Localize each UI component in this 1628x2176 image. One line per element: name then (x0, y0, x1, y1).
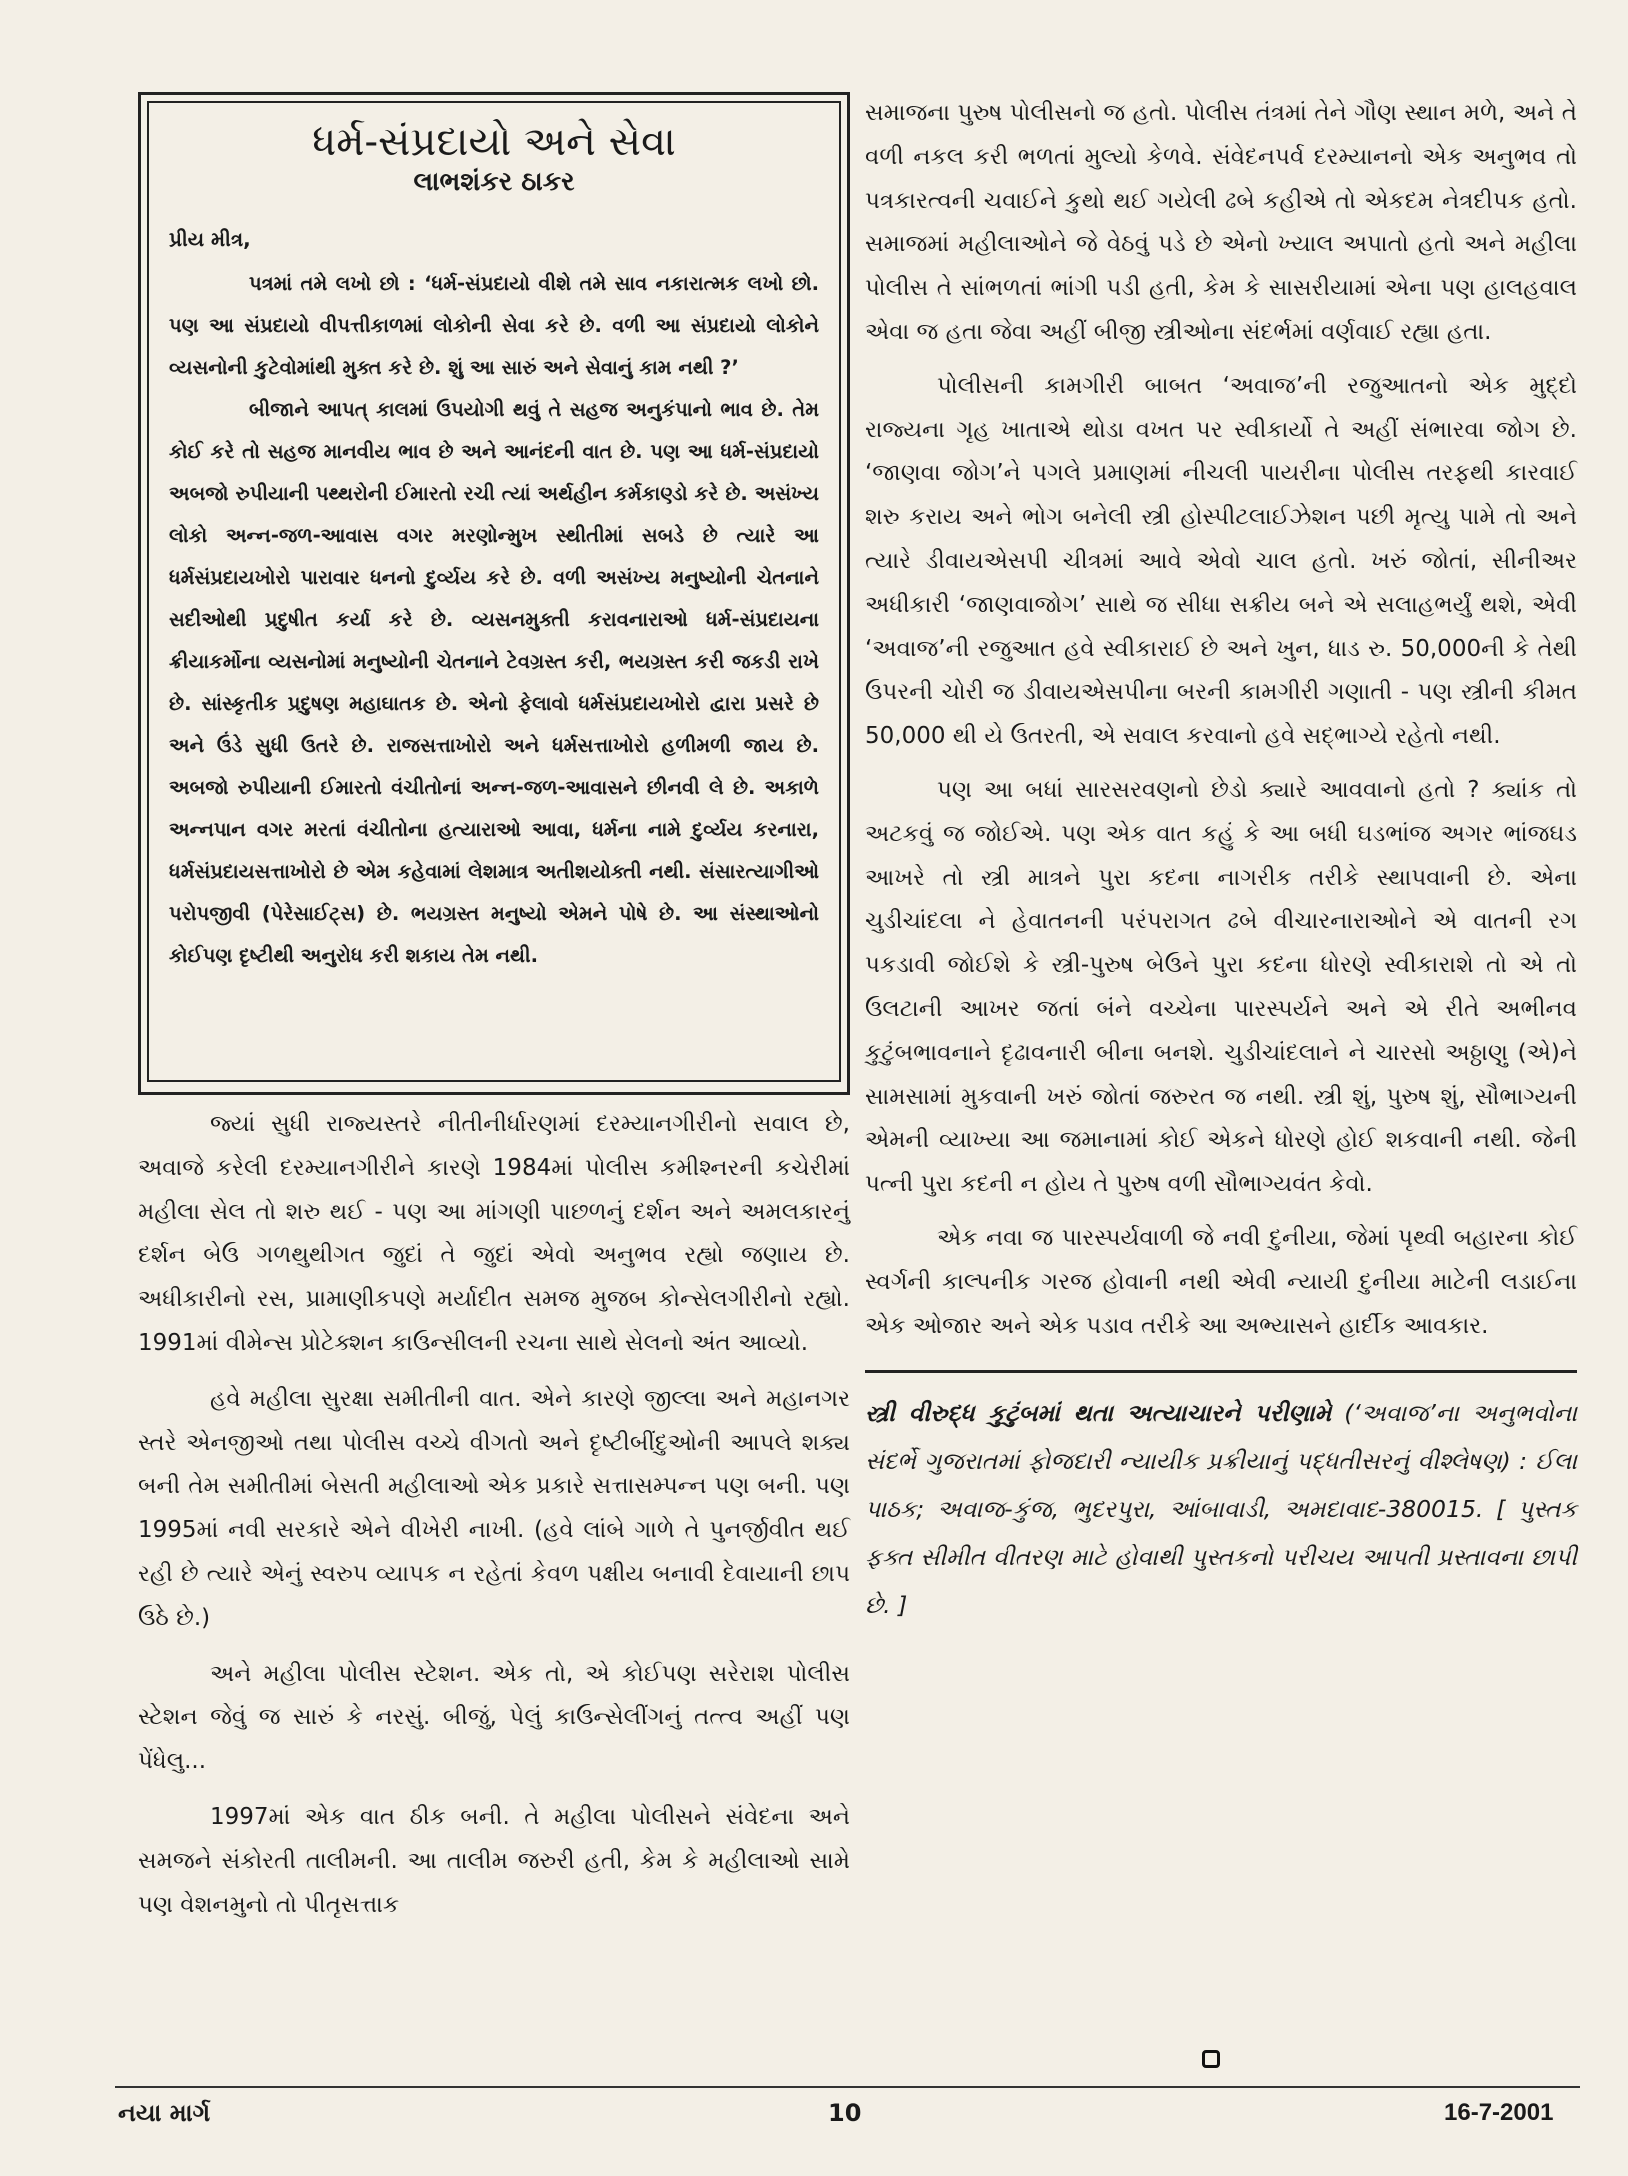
publication-name: નયા માર્ગ (118, 2099, 211, 2127)
section-divider (865, 1370, 1577, 1373)
letter-paragraph: બીજાને આપત્ કાલમાં ઉપયોગી થવું તે સહજ અનુકંપાનો ભાવ છે. તેમ કોઈ કરે તો સહજ માનવીય ભાવ છે અને આનંદની વાત છે. પણ આ ધર્મ-સંપ્રદાયો અબજો રુપીયાની પથ્થરોની ઈમારતો રચી ત્યાં અર્થહીન કર્મકાણ્ડો કરે છે. અસંખ્ય લોકો અન્ન-જળ-આવાસ વગર મરણોન્મુખ સ્થીતીમાં સબડે છે ત્યારે આ ધર્મસંપ્રદાયખોરો પારાવાર ધનનો દુર્વ્યય કરે છે. વળી અસંખ્ય મનુષ્યોની ચેતનાને સદીઓથી પ્રદુષીત કર્યા કરે છે. વ્યસનમુક્તી કરાવનારાઓ ધર્મ-સંપ્રદાયના ક્રીયાકર્મોના વ્યસનોમાં મનુષ્યોની ચેતનાને ટેવગ્રસ્ત કરી, ભયગ્રસ્ત કરી જકડી રાખે છે. સાંસ્કૃતીક પ્રદુષણ મહાઘાતક છે. એનો ફેલાવો ધર્મસંપ્રદાયખોરો દ્વારા પ્રસરે છે અને ઉંડે સુધી ઉતરે છે. રાજસત્તાખોરો અને ધર્મસત્તાખોરો હળીમળી જાય છે. અબજો રુપીયાની ઈમારતો વંચીતોનાં અન્ન-જળ-આવાસને છીનવી લે છે. અકાળે અન્નપાન વગર મરતાં વંચીતોના હત્યારાઓ આવા, ધર્મના નામે દુર્વ્યય કરનારા, ધર્મસંપ્રદાયસત્તાખોરો છે એમ કહેવામાં લેશમાત્ર અતીશયોક્તી નથી. સંસારત્યાગીઓ પરોપજીવી (પેરેસાઈટ્સ) છે. ભયગ્રસ્ત મનુષ્યો એમને પોષે છે. આ સંસ્થાઓનો કોઈપણ દૃષ્ટીથી અનુરોધ કરી શકાય તેમ નથી. (169, 398, 819, 967)
letter-box-inner (147, 101, 841, 1082)
right-column (865, 92, 1577, 1629)
body-paragraph: પણ આ બધાં સારસરવણનો છેડો ક્યારે આવવાનો હતો ? ક્યાંક તો અટકવું જ જોઈએ. પણ એક વાત કહું કે આ બધી ઘડભાંજ અગર ભાંજઘડ આખરે તો સ્ત્રી માત્રને પુરા કદના નાગરીક તરીકે સ્થાપવાની છે. એના ચુડીચાંદલા ને હેવાતનની પરંપરાગત ઢબે વીચારનારાઓને એ વાતની રગ પકડાવી જોઈશે કે સ્ત્રી-પુરુષ બેઉને પુરા કદના ધોરણે સ્વીકારાશે તો એ તો ઉલટાની આખર જતાં બંને વચ્ચેના પારસ્પર્યને અને એ રીતે અભીનવ કુટુંબભાવનાને દૃઢાવનારી બીના બનશે. ચુડીચાંદલાને ને ચારસો અઠ્ઠાણુ (એ)ને સામસામાં મુકવાની ખરું જોતાં જરુરત જ નથી. સ્ત્રી શું, પુરુષ શું, સૌભાગ્યની એમની વ્યાખ્યા આ જમાનામાં કોઈ એકને ધોરણે હોઈ શકવાની નથી. જેની પત્ની પુરા કદની ન હોય તે પુરુષ વળી સૌભાગ્યવંત કેવો. (865, 776, 1577, 1198)
body-paragraph: હવે મહીલા સુરક્ષા સમીતીની વાત. એને કારણે જીલ્લા અને મહાનગર સ્તરે એનજીઓ તથા પોલીસ વચ્ચે વીગતો અને દૃષ્ટીબીંદુઓની આપલે શક્ય બની તેમ સમીતીમાં બેસતી મહીલાઓ એક પ્રકારે સત્તાસમ્પન્ન પણ બની. પણ 1995માં નવી સરકારે એને વીખેરી નાખી. (હવે લાંબે ગાળે તે પુનર્જીવીત થઈ રહી છે ત્યારે એનું સ્વરુપ વ્યાપક ન રહેતાં કેવળ પક્ષીય બનાવી દેવાયાની છાપ ઉઠે છે.) (138, 1385, 850, 1631)
left-column (138, 92, 850, 1927)
article-title: ધર્મ-સંપ્રદાયો અને સેવા (312, 119, 676, 165)
issue-date: 16-7-2001 (1444, 2099, 1554, 2126)
letter-box (138, 92, 850, 1095)
article-author: લાભશંકર ઠાકર (413, 167, 575, 197)
book-details: (‘અવાજ’ના અનુભવોના સંદર્ભે ગુજરાતમાં ફોજદારી ન્યાયીક પ્રક્રીયાનું પદ્ધતીસરનું વીશ્લેષણ) : ઈલા પાઠક; અવાજ-કુંજ, ભુદરપુરા, આંબાવાડી, અમદાવાદ-380015. [ પુસ્તક ફક્ત સીમીત વીતરણ માટે હોવાથી પુસ્તકનો પરીચય આપતી પ્રસ્તાવના છાપી છે. ] (865, 1399, 1577, 1620)
book-title: સ્ત્રી વીરુદ્ધ કુટુંબમાં થતા અત્યાચારને પરીણામે (865, 1399, 1332, 1428)
body-paragraph: એક નવા જ પારસ્પર્યવાળી જે નવી દુનીયા, જેમાં પૃથ્વી બહારના કોઈ સ્વર્ગની કાલ્પનીક ગરજ હોવાની નથી એવી ન્યાયી દુનીયા માટેની લડાઈના એક ઓજાર અને એક પડાવ તરીકે આ અભ્યાસને હાર્દીક આવકાર. (865, 1224, 1577, 1339)
page-number: 10 (828, 2099, 862, 2127)
letter-salutation: પ્રીય મીત્ર, (169, 227, 251, 251)
letter-paragraph: પત્રમાં તમે લખો છો : ‘ધર્મ-સંપ્રદાયો વીશે તમે સાવ નકારાત્મક લખો છો. પણ આ સંપ્રદાયો વીપત્તીકાળમાં લોકોની સેવા કરે છે. વળી આ સંપ્રદાયો લોકોને વ્યસનોની કુટેવોમાંથી મુક્ત કરે છે. શું આ સારું અને સેવાનું કામ નથી ?’ (169, 272, 819, 379)
body-paragraph: અને મહીલા પોલીસ સ્ટેશન. એક તો, એ કોઈપણ સરેરાશ પોલીસ સ્ટેશન જેવું જ સારું કે નરસું. બીજું, પેલું કાઉન્સેલીંગનું તત્ત્વ અહીં પણ પેંધેલુ... (138, 1660, 850, 1775)
body-paragraph: જ્યાં સુધી રાજ્યસ્તરે નીતીનીર્ધારણમાં દરમ્યાનગીરીનો સવાલ છે, અવાજે કરેલી દરમ્યાનગીરીને કારણે 1984માં પોલીસ કમીશ્નરની કચેરીમાં મહીલા સેલ તો શરુ થઈ - પણ આ માંગણી પાછળનું દર્શન અને અમલકારનું દર્શન બેઉ ગળથુથીગત જુદાં તે જુદાં એવો અનુભવ રહ્યો જણાય છે. અધીકારીનો રસ, પ્રામાણીકપણે મર્યાદીત સમજ મુજબ કોન્સેલગીરીનો રહ્યો. 1991માં વીમેન્સ પ્રોટેક્શન કાઉન્સીલની રચના સાથે સેલનો અંત આવ્યો. (138, 1111, 850, 1356)
left-body-text (138, 1103, 850, 1927)
body-paragraph: સમાજના પુરુષ પોલીસનો જ હતો. પોલીસ તંત્રમાં તેને ગૌણ સ્થાન મળે, અને તે વળી નકલ કરી ભળતાં મુલ્યો કેળવે. સંવેદનપર્વ દરમ્યાનનો એક અનુભવ તો પત્રકારત્વની ચવાઈને કુથો થઈ ગયેલી ઢબે કહીએ તો એકદમ નેત્રદીપક હતો. સમાજમાં મહીલાઓને જે વેઠવું પડે છે એનો ખ્યાલ અપાતો હતો અને મહીલા પોલીસ તે સાંભળતાં ભાંગી પડી હતી, કેમ કે સાસરીયામાં એના પણ હાલહવાલ એવા જ હતા જેવા અહીં બીજી સ્ત્રીઓના સંદર્ભમાં વર્ણવાઈ રહ્યા હતા. (865, 100, 1577, 345)
book-reference-note (865, 1389, 1577, 1629)
footer-rule (115, 2086, 1580, 2088)
body-paragraph: 1997માં એક વાત ઠીક બની. તે મહીલા પોલીસને સંવેદના અને સમજને સંકોરતી તાલીમની. આ તાલીમ જરુરી હતી, કેમ કે મહીલાઓ સામે પણ વેશનમુનો તો પીતૃસત્તાક (138, 1803, 850, 1918)
end-mark-icon (1202, 2050, 1220, 2068)
body-paragraph: પોલીસની કામગીરી બાબત ‘અવાજ’ની રજુઆતનો એક મુદ્દો રાજ્યના ગૃહ ખાતાએ થોડા વખત પર સ્વીકાર્યો તે અહીં સંભારવા જોગ છે. ‘જાણવા જોગ’ને પગલે પ્રમાણમાં નીચલી પાયરીના પોલીસ તરફથી કારવાઈ શરુ કરાય અને ભોગ બનેલી સ્ત્રી હોસ્પીટલાઈઝેશન પછી મૃત્યુ પામે તો અને ત્યારે ડીવાયએસપી ચીત્રમાં આવે એવો ચાલ હતો. ખરું જોતાં, સીનીઅર અધીકારી ‘જાણવાજોગ’ સાથે જ સીધા સક્રીય બને એ સલાહભર્યું થશે, એવી ‘અવાજ’ની રજુઆત હવે સ્વીકારાઈ છે અને ખુન, ધાડ રુ. 50,000ની કે તેથી ઉપરની ચોરી જ ડીવાયએસપીના બરની કામગીરી ગણાતી - પણ સ્ત્રીની કીમત 50,000 થી યે ઉતરતી, એ સવાલ કરવાનો હવે સદ્ભાગ્યે રહેતો નથી. (865, 372, 1577, 750)
